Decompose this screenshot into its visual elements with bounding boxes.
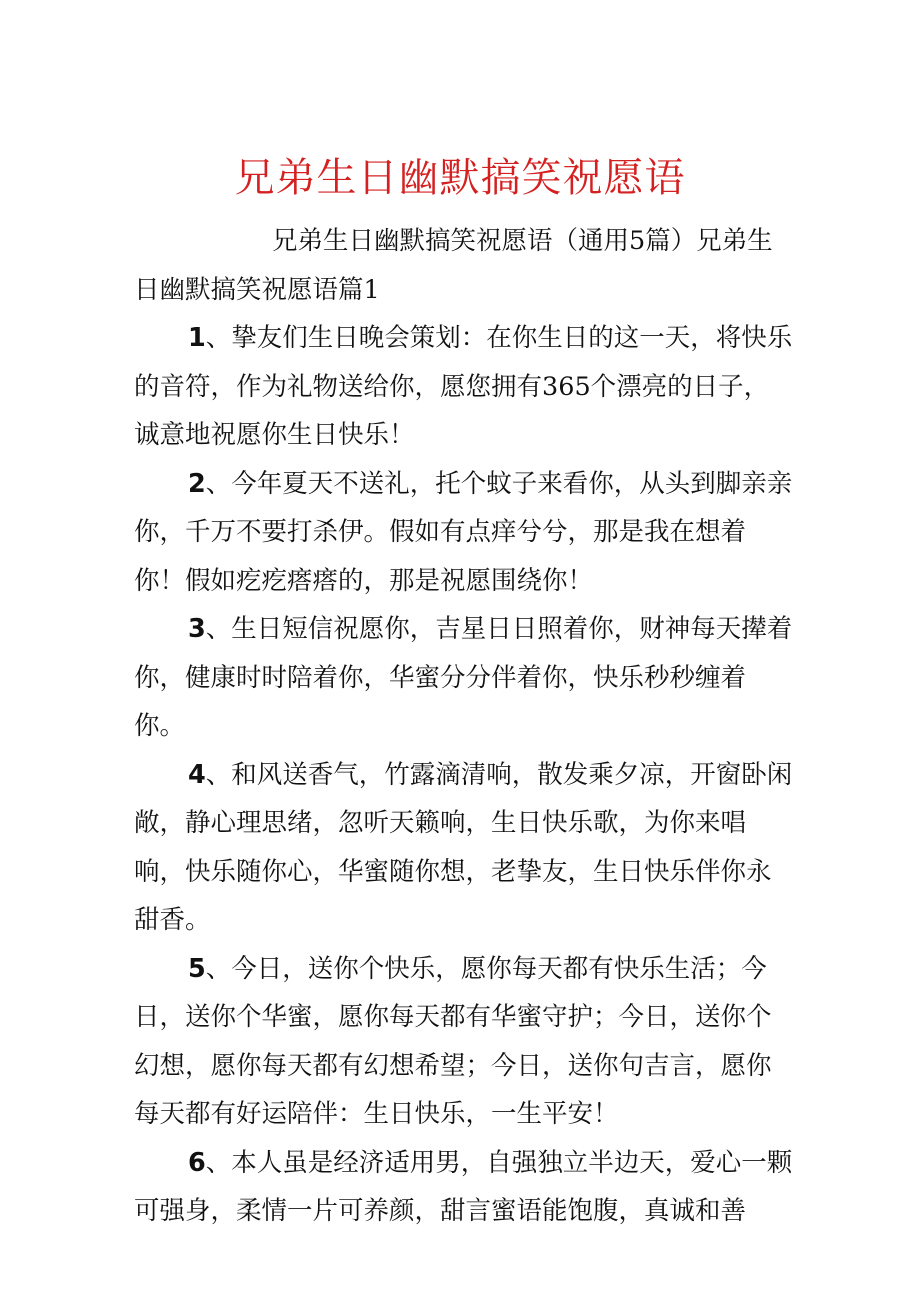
- paragraph-number: 4: [188, 759, 206, 790]
- paragraph-text: 、挚友们生日晚会策划：在你生日的这一天，将快乐的音符，作为礼物送给你，愿您拥有365个漂亮的日子，诚意地祝愿你生日快乐！: [134, 323, 793, 450]
- document-body: [134, 217, 794, 1236]
- paragraph-number: 1: [188, 323, 206, 353]
- paragraph-5: [134, 945, 794, 1139]
- paragraph-2: [134, 460, 794, 606]
- paragraph-3: [134, 605, 794, 751]
- paragraph-text: 、本人虽是经济适用男，自强独立半边天，爱心一颗可强身，柔情一片可养颜，甜言蜜语能饱腹，真诚和善: [134, 1147, 793, 1226]
- paragraph-6: [134, 1139, 794, 1236]
- paragraph-text: 、今年夏天不送礼，托个蚊子来看你，从头到脚亲亲你，千万不要打杀伊。假如有点痒兮兮，那是我在想着你！假如疙疙瘩瘩的，那是祝愿围绕你！: [134, 468, 793, 596]
- paragraph-number: 6: [188, 1147, 206, 1178]
- paragraph-number: 3: [188, 614, 206, 644]
- paragraph-text: 、和风送香气，竹露滴清响，散发乘夕凉，开窗卧闲敞，静心理思绪，忽听天籁响，生日快乐歌，为你来唱响，快乐随你心，华蜜随你想，老挚友，生日快乐伴你永甜香。: [134, 759, 793, 935]
- paragraph-number: 5: [188, 953, 206, 984]
- paragraph-text: 、生日短信祝愿你，吉星日日照着你，财神每天撵着你，健康时时陪着你，华蜜分分伴着你，快乐秒秒缠着你。: [134, 614, 793, 741]
- paragraph-4: [134, 751, 794, 945]
- paragraph-number: 2: [188, 468, 206, 499]
- paragraph-text: 、今日，送你个快乐，愿你每天都有快乐生活；今日，送你个华蜜，愿你每天都有华蜜守护；今日，送你个幻想，愿你每天都有幻想希望；今日，送你句吉言，愿你每天都有好运陪伴：生日快乐，一生平安！: [134, 953, 772, 1129]
- document-title: 兄弟生日幽默搞笑祝愿语: [234, 155, 686, 201]
- paragraph-1: [134, 314, 794, 460]
- intro-paragraph: 兄弟生日幽默搞笑祝愿语（通用5篇）兄弟生日幽默搞笑祝愿语篇1: [134, 226, 773, 305]
